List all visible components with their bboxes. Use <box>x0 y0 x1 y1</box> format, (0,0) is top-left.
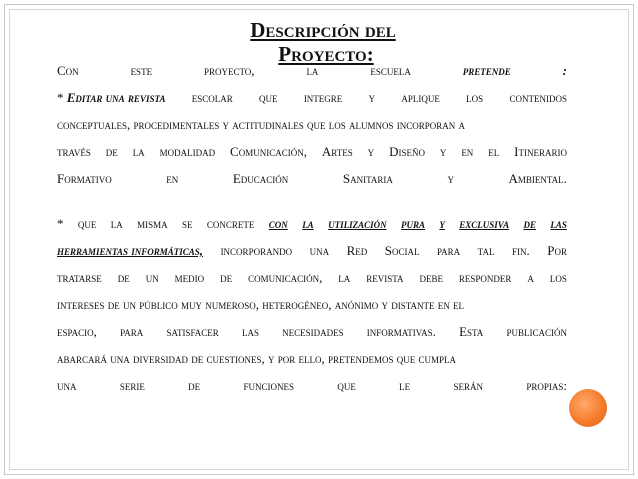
paragraph-2-line-6: abarcará una diversidad de cuestiones, y por ello, pretendemos que cumpla <box>57 351 457 366</box>
decorative-orange-circle <box>569 389 607 427</box>
paragraph-1-line-1: Con este proyecto, la escuela pretende : <box>57 63 567 78</box>
emphasis-herramientas-informaticas: herramientas informáticas, <box>57 243 204 258</box>
paragraph-2-line-4: intereses de un público muy numeroso, heterogéneo, anónimo y distante en el <box>57 297 465 312</box>
paragraph-2-line-3: tratarse de un medio de comunicación, la revista debe responder a los <box>57 270 567 285</box>
paragraph-2-line-1: * que la misma se concrete con la utilización pura y exclusiva de las <box>57 216 567 231</box>
emphasis-editar-revista: Editar una revista <box>66 90 166 105</box>
slide-title-line-2: Proyecto: <box>278 42 374 66</box>
paragraph-1-line-2: * Editar una revista escolar que integre y aplique los contenidos <box>57 90 567 105</box>
paragraph-2-line-2: herramientas informáticas, incorporando una Red Social para tal fin. Por <box>57 243 567 258</box>
paragraph-1-line-5: Formativo en Educación Sanitaria y Ambiental. <box>57 171 567 186</box>
slide-title-line-1: Descripción del <box>250 18 396 42</box>
paragraph-2-line-7: una serie de funciones que le serán propias: <box>57 378 567 393</box>
paragraph-2-line-5: espacio, para satisfacer las necesidades informativas. Esta publicación <box>57 324 567 339</box>
paragraph-1-line-4: través de la modalidad Comunicación, Artes y Diseño y en el Itinerario <box>57 144 567 159</box>
paragraph-1-line-3: conceptuales, procedimentales y actitudinales que los alumnos incorporan a <box>57 117 466 132</box>
